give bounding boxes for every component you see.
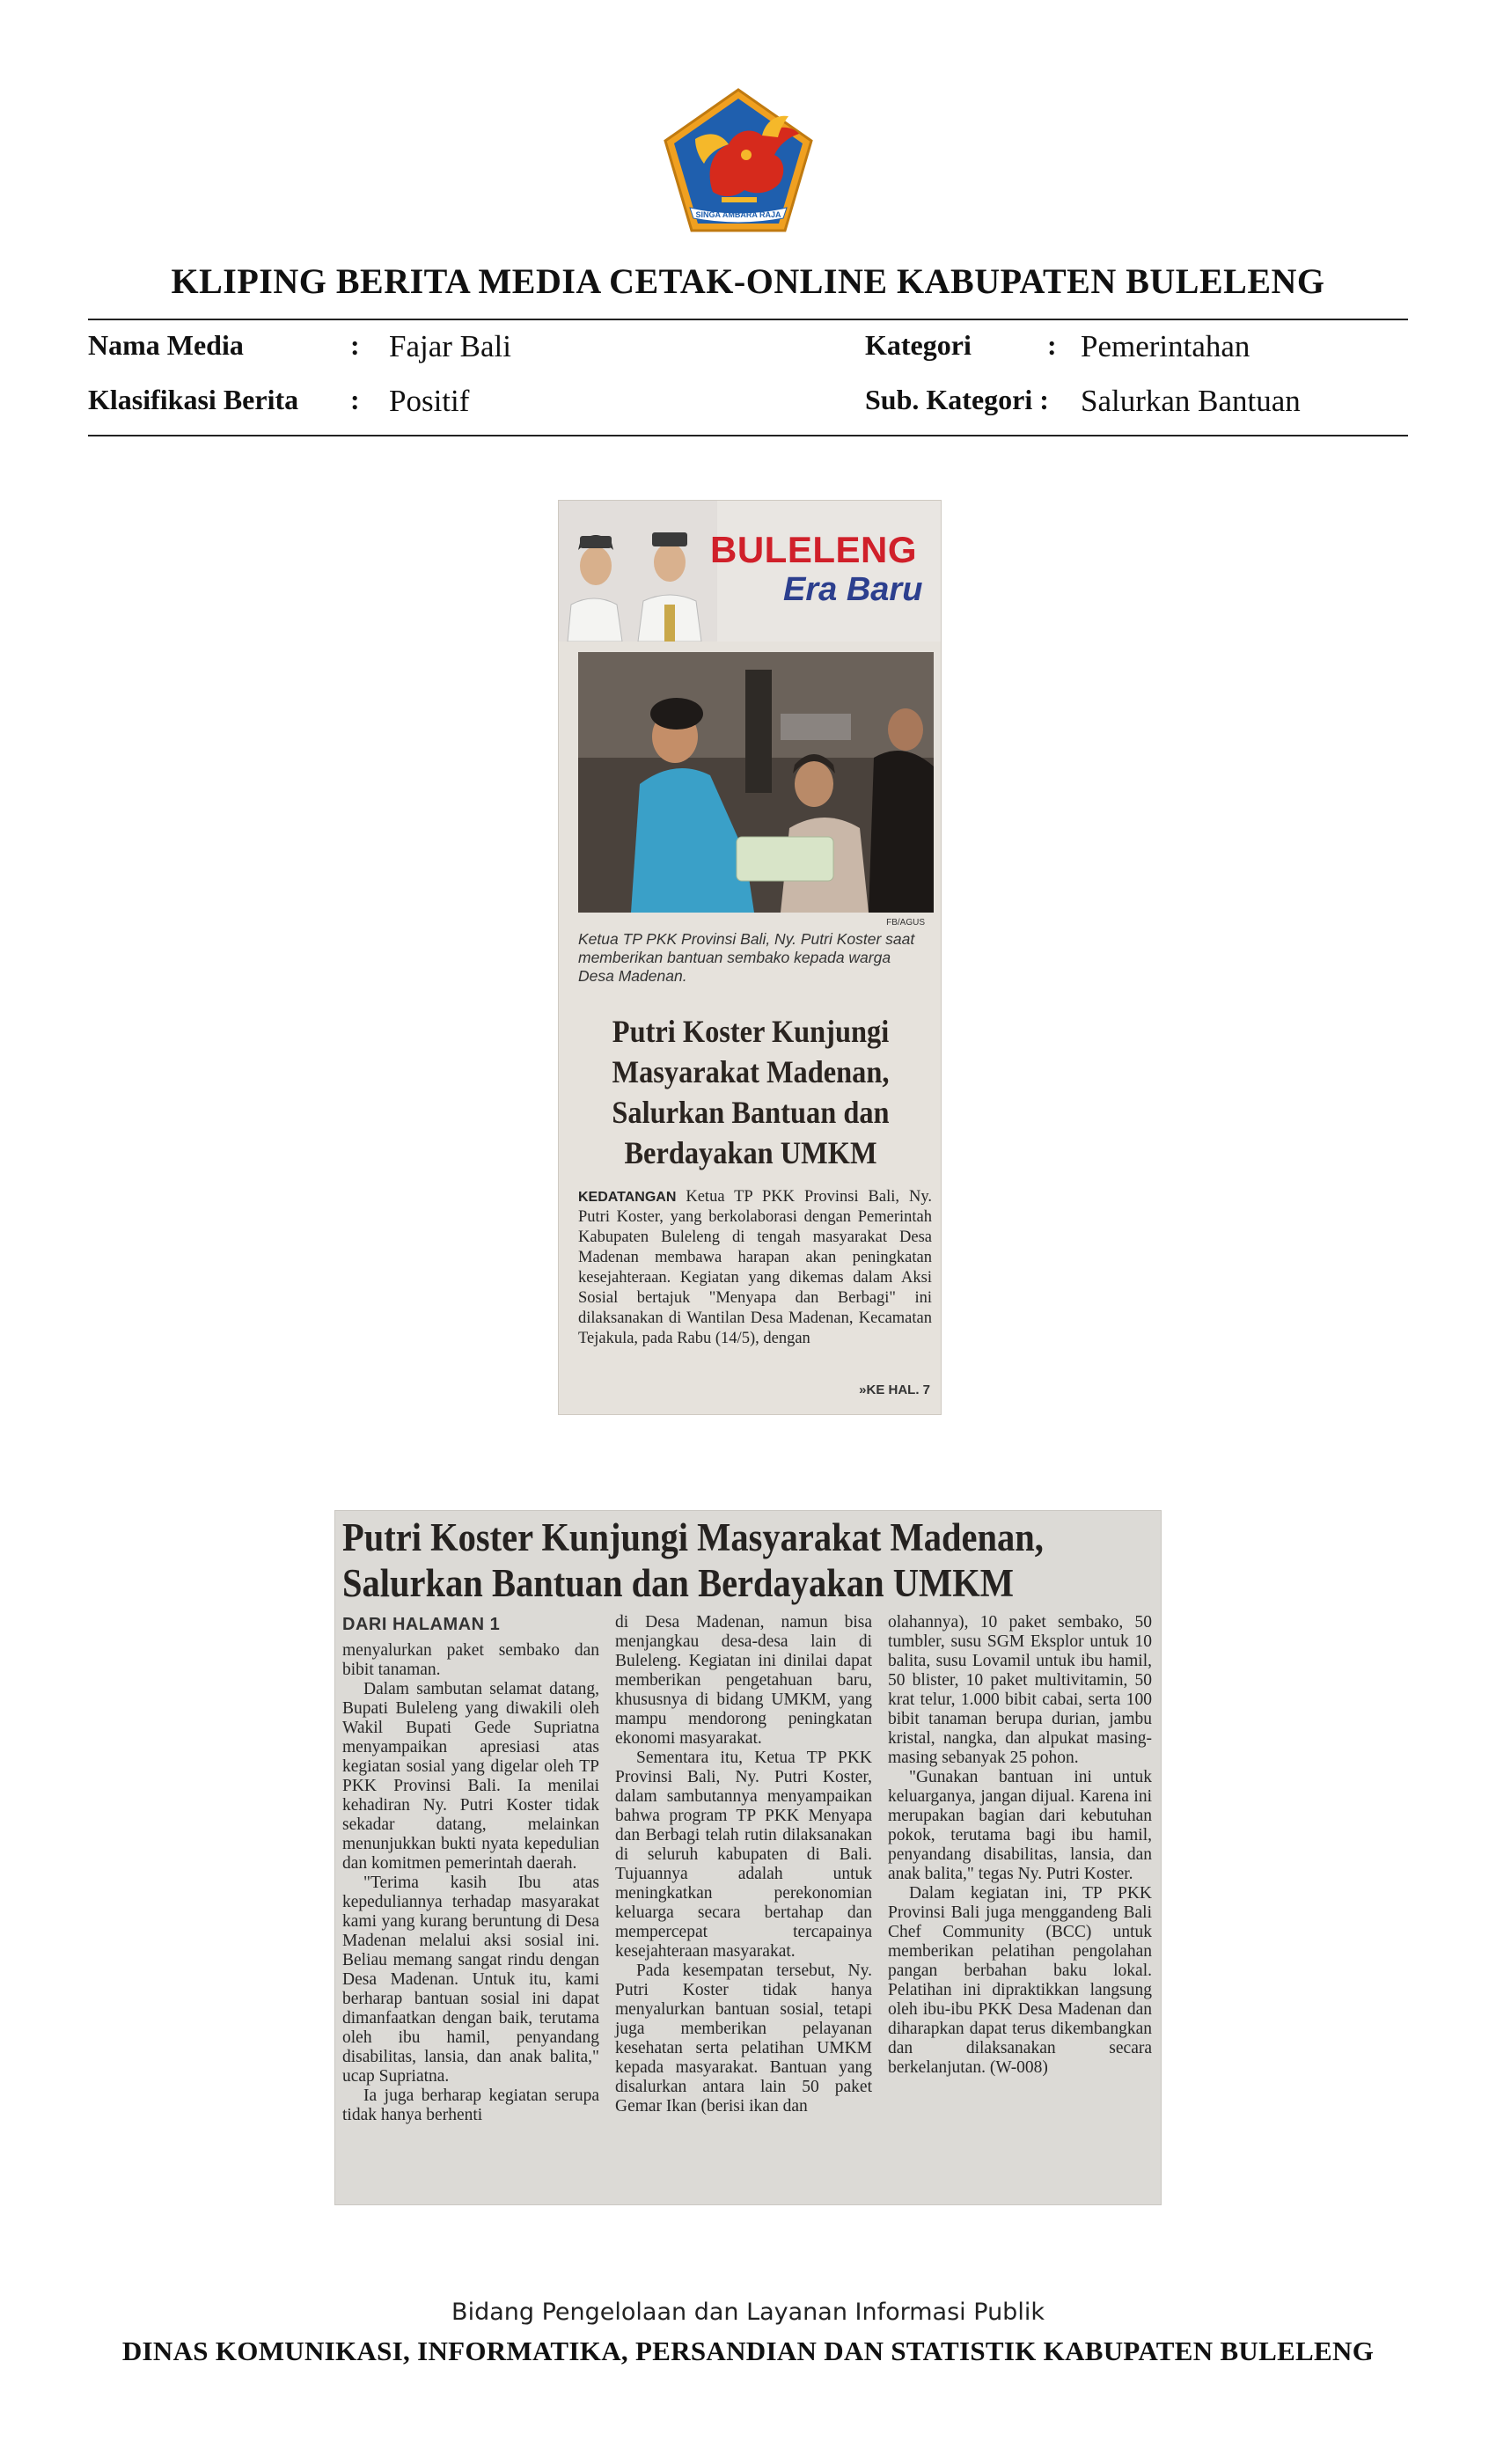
- col2-paragraph: Sementara itu, Ketua TP PKK Provinsi Bali, Ny. Putri Koster, dalam sambutannya menyampaikan bahwa program TP PKK Menyapa dan Berbagi telah rutin dilaksanakan di seluruh kabupaten di Bali. Tujuannya adalah untuk meningkatkan perekonomian keluarga secara bertahap dan mempercepat tercapainya kesejahteraan masyarakat.: [615, 1749, 872, 1961]
- from-page-label: DARI HALAMAN 1: [342, 1615, 501, 1634]
- header-top-rule: [88, 319, 1408, 320]
- nama-media-colon: :: [350, 329, 360, 361]
- continued-text: KE HAL. 7: [866, 1382, 930, 1397]
- front-headline: Putri Koster Kunjungi Masyarakat Madenan, Salurkan Bantuan dan Berdayakan UMKM: [612, 1014, 890, 1170]
- lead-text: Ketua TP PKK Provinsi Bali, Ny. Putri Koster, yang berkolaborasi dengan Pemerintah Kabupaten Buleleng di tengah masyarakat Desa Madenan membawa harapan akan peningkatan kesejahteraan. Kegiatan yang dikemas dalam Aksi Sosial bertajuk "Menyapa dan Berbagi" ini dilaksanakan di Wantilan Desa Madenan, Kecamatan Tejakula, pada Rabu (14/5), dengan: [578, 1188, 932, 1347]
- col2-paragraph: Pada kesempatan tersebut, Ny. Putri Koster tidak hanya menyalurkan bantuan sosial, tetapi juga memberikan pelayanan kesehatan serta pelatihan UMKM kepada masyarakat. Bantuan yang disalurkan antara lain 50 paket Gemar Ikan (berisi ikan dan: [615, 1962, 872, 2116]
- klasifikasi-value: Positif: [389, 384, 470, 418]
- officials-portrait-icon: [559, 501, 717, 642]
- kategori-colon: :: [1047, 329, 1057, 361]
- col1-paragraph: Dalam sambutan selamat datang, Bupati Buleleng yang diwakili oleh Wakil Bupati Gede Supriatna menyampaikan apresiasi atas kegiatan sosial yang digelar oleh TP PKK Provinsi Bali. Ia menilai kehadiran Ny. Putri Koster tidak sekadar datang, melainkan menunjukkan bukti nyata kepedulian dan komitmen pemerintah daerah.: [342, 1680, 599, 1873]
- header-bottom-rule: [88, 435, 1408, 436]
- col1-paragraph: Ia juga berharap kegiatan serupa tidak hanya berhenti: [342, 2086, 599, 2124]
- nama-media-label: Nama Media: [88, 329, 244, 361]
- article-column-1: [342, 1641, 599, 2125]
- news-clipping-front: [558, 500, 942, 1415]
- rubric-subtitle: Era Baru: [783, 571, 923, 608]
- col3-paragraph: Dalam kegiatan ini, TP PKK Provinsi Bali juga menggandeng Bali Chef Community (BCC) untuk memberikan pelatihan pengolahan pangan berbahan baku lokal. Pelatihan ini dipraktikkan langsung oleh ibu-ibu PKK Desa Madenan dan diharapkan dapat terus dikembangkan dan dilaksanakan secara berkelanjutan. (W-008): [888, 1884, 1152, 2077]
- logo-motto: SINGA AMBARA RAJA: [695, 210, 781, 219]
- continued-headline: Putri Koster Kunjungi Masyarakat Madenan, Salurkan Bantuan dan Berdayakan UMKM: [342, 1515, 1044, 1605]
- front-lead-paragraph: [578, 1187, 932, 1349]
- rubric-title: BULELENG: [710, 529, 917, 570]
- aid-handover-photo-icon: [578, 652, 934, 913]
- rubric-banner: [559, 501, 942, 642]
- page-title: KLIPING BERITA MEDIA CETAK-ONLINE KABUPATEN BULELENG: [171, 261, 1325, 301]
- sub-kategori-value: Salurkan Bantuan: [1081, 384, 1301, 418]
- col1-paragraph: "Terima kasih Ibu atas kepeduliannya terhadap masyarakat kami yang kurang beruntung di Desa Madenan melalui aksi sosial ini. Beliau memang sangat rindu dengan Desa Madenan. Untuk itu, kami berharap bantuan sosial ini dapat dimanfaatkan dengan baik, terutama oleh ibu hamil, penyandang disabilitas, lansia, dan anak balita," ucap Supriatna.: [342, 1874, 599, 2086]
- article-column-2: [615, 1613, 872, 2116]
- continued-marker: [823, 1382, 930, 1397]
- nama-media-value: Fajar Bali: [389, 329, 511, 363]
- sub-kategori-label: Sub. Kategori :: [865, 384, 1049, 415]
- double-chevron-icon: »: [859, 1382, 867, 1397]
- buleleng-logo: [660, 86, 817, 236]
- kategori-value: Pemerintahan: [1081, 329, 1250, 363]
- photo-caption: Ketua TP PKK Provinsi Bali, Ny. Putri Koster saat memberikan bantuan sembako kepada warga Desa Madenan.: [578, 930, 915, 985]
- kategori-label: Kategori: [865, 329, 972, 361]
- footer-division: Bidang Pengelolaan dan Layanan Informasi Publik: [451, 2299, 1045, 2326]
- lead-kicker: KEDATANGAN: [578, 1190, 677, 1205]
- klasifikasi-colon: :: [350, 384, 360, 415]
- photo-credit: FB/AGUS: [886, 918, 925, 928]
- news-photo: [578, 652, 934, 913]
- footer-agency: DINAS KOMUNIKASI, INFORMATIKA, PERSANDIAN DAN STATISTIK KABUPATEN BULELENG: [121, 2336, 1375, 2366]
- article-column-3: [888, 1613, 1152, 2078]
- news-clipping-continued: [334, 1510, 1162, 2205]
- col3-paragraph: olahannya), 10 paket sembako, 50 tumbler, susu SGM Eksplor untuk 10 balita, susu Lovamil untuk ibu hamil, 50 blister, 10 paket multivitamin, 50 krat telur, 1.000 bibit cabai, serta 100 bibit tanaman berupa durian, jambu kristal, nangka, dan alpukat masing-masing sebanyak 25 pohon.: [888, 1613, 1152, 1767]
- singa-ambara-raja-emblem-icon: [660, 86, 817, 236]
- col1-paragraph: menyalurkan paket sembako dan bibit tanaman.: [342, 1641, 599, 1679]
- col2-paragraph: di Desa Madenan, namun bisa menjangkau desa-desa lain di Buleleng. Kegiatan ini dinilai dapat memberikan pengetahuan baru, khususnya di bidang UMKM, yang mampu mendorong peningkatan ekonomi masyarakat.: [615, 1613, 872, 1748]
- klasifikasi-label: Klasifikasi Berita: [88, 384, 299, 415]
- col3-paragraph: "Gunakan bantuan ini untuk keluarganya, jangan dijual. Karena ini merupakan bagian dari kebutuhan pokok, terutama bagi ibu hamil, penyandang disabilitas, lansia, dan anak balita," tegas Ny. Putri Koster.: [888, 1768, 1152, 1883]
